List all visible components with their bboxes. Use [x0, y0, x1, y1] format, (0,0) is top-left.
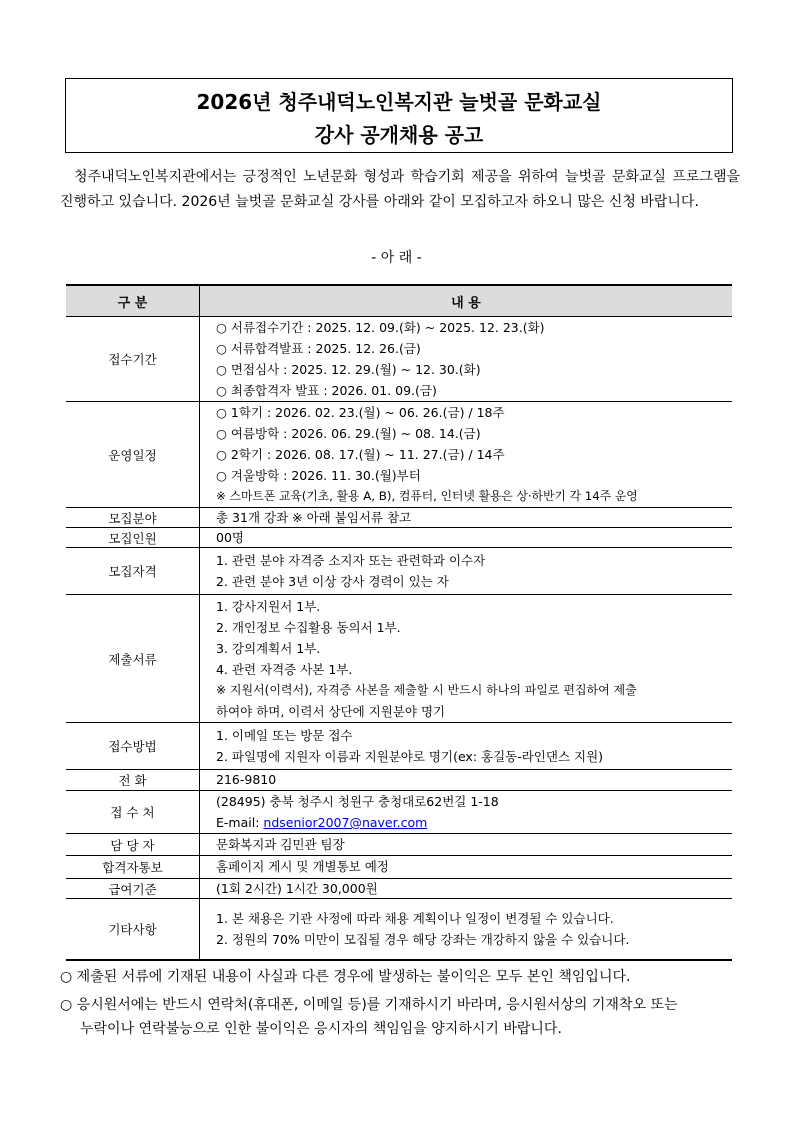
email-label: E-mail:	[216, 815, 264, 830]
row-content	[200, 595, 733, 723]
email-link[interactable]: ndsenior2007@naver.com	[263, 815, 428, 830]
content-line: (1회 2시간) 1시간 30,000원	[216, 881, 378, 896]
row-label: 급여기준	[66, 879, 200, 899]
recruitment-table	[66, 284, 732, 961]
table-row	[66, 856, 732, 879]
content-line: 총 31개 강좌 ※ 아래 붙임서류 참고	[216, 510, 412, 525]
row-label: 접수기간	[66, 317, 200, 402]
row-label: 모집분야	[66, 508, 200, 528]
row-label: 접수방법	[66, 723, 200, 770]
table-row	[66, 595, 732, 723]
row-label: 접 수 처	[66, 791, 200, 834]
row-label: 모집인원	[66, 528, 200, 548]
content-line: 2. 개인정보 수집활용 동의서 1부.	[216, 619, 401, 635]
row-label: 전 화	[66, 770, 200, 791]
content-line: ○ 겨울방학 : 2026. 11. 30.(월)부터	[216, 468, 421, 483]
table-row	[66, 402, 732, 508]
row-content	[200, 791, 733, 834]
row-content	[200, 723, 733, 770]
content-line: ○ 서류접수기간 : 2025. 12. 09.(화) ~ 2025. 12. 23.(화)	[216, 320, 545, 335]
content-line: ○ 2학기 : 2026. 08. 17.(월) ~ 11. 27.(금) / 14주	[216, 447, 505, 462]
table-row	[66, 879, 732, 899]
page-title: 2026년 청주내덕노인복지관 늘벗골 문화교실	[196, 90, 602, 114]
note-item	[60, 965, 750, 989]
row-content	[200, 528, 733, 548]
content-line: 1. 본 채용은 기관 사정에 따라 채용 계획이나 일정이 변경될 수 있습니다.	[216, 910, 614, 926]
row-content	[200, 834, 733, 856]
content-line: 1. 강사지원서 1부.	[216, 598, 321, 614]
row-content	[200, 770, 733, 791]
row-label: 합격자통보	[66, 856, 200, 879]
row-label: 담 당 자	[66, 834, 200, 856]
content-line: ○ 서류합격발표 : 2025. 12. 26.(금)	[216, 341, 421, 356]
row-content	[200, 317, 733, 402]
content-line: 문화복지과 김민관 팀장	[216, 837, 345, 852]
table-row	[66, 508, 732, 528]
row-label: 제출서류	[66, 595, 200, 723]
row-content	[200, 402, 733, 508]
content-line: 3. 강의계획서 1부.	[216, 640, 321, 656]
row-label: 모집자격	[66, 548, 200, 595]
email-line	[216, 812, 732, 833]
content-line: ※ 지원서(이력서), 자격증 사본을 제출할 시 반드시 하나의 파일로 편집하여 제출	[216, 682, 637, 697]
row-content	[200, 508, 733, 528]
content-line: 홈페이지 게시 및 개별통보 예정	[216, 859, 389, 874]
content-line: 2. 파일명에 지원자 이름과 지원분야로 명기(ex: 홍길동-라인댄스 지원)	[216, 749, 604, 764]
content-line: ※ 스마트폰 교육(기초, 활용 A, B), 컴퓨터, 인터넷 활용은 상·하반기 각 14주 운영	[216, 489, 638, 503]
table-header-row	[66, 285, 732, 317]
note-item	[60, 993, 750, 1041]
content-line: ○ 최종합격자 발표 : 2026. 01. 09.(금)	[216, 383, 437, 398]
content-line: 1. 관련 분야 자격증 소지자 또는 관련학과 이수자	[216, 553, 486, 568]
table-row	[66, 723, 732, 770]
content-line: 216-9810	[216, 772, 277, 787]
note-line: ○ 제출된 서류에 기재된 내용이 사실과 다른 경우에 발생하는 불이익은 모두 본인 책임입니다.	[60, 969, 631, 985]
content-line: ○ 여름방학 : 2026. 06. 29.(월) ~ 08. 14.(금)	[216, 426, 481, 441]
address-line: (28495) 충북 청주시 청원구 충청대로62번길 1-18	[216, 794, 499, 809]
header-content: 내 용	[200, 285, 733, 317]
table-row	[66, 548, 732, 595]
intro-paragraph: 청주내덕노인복지관에서는 긍정적인 노년문화 형성과 학습기회 제공을 위하여 늘벗골 문화교실 프로그램을 진행하고 있습니다. 2026년 늘벗골 문화교실 강사를 아래와 같이 모집하고자 하오니 많은 신청 바랍니다.	[60, 169, 740, 210]
row-label: 기타사항	[66, 899, 200, 960]
content-line: ○ 1학기 : 2026. 02. 23.(월) ~ 06. 26.(금) / 18주	[216, 405, 505, 420]
header-category: 구 분	[66, 285, 200, 317]
page-subtitle: 강사 공개채용 공고	[314, 123, 484, 147]
content-line: ○ 면접심사 : 2025. 12. 29.(월) ~ 12. 30.(화)	[216, 362, 481, 377]
row-content	[200, 879, 733, 899]
table-row	[66, 899, 732, 960]
note-line: 누락이나 연락불능으로 인한 불이익은 응시자의 책임임을 양지하시기 바랍니다.	[80, 1021, 562, 1037]
content-line: 2. 정원의 70% 미만이 모집될 경우 해당 강좌는 개강하지 않을 수 있습니다.	[216, 931, 630, 947]
table-row	[66, 317, 732, 402]
note-line: ○ 응시원서에는 반드시 연락처(휴대폰, 이메일 등)를 기재하시기 바라며, 응시원서상의 기재착오 또는	[60, 997, 678, 1013]
content-line: 4. 관련 자격증 사본 1부.	[216, 661, 353, 677]
content-line: 1. 이메일 또는 방문 접수	[216, 728, 353, 743]
content-line: 하여야 하며, 이력서 상단에 지원분야 명기	[216, 703, 446, 719]
table-row	[66, 770, 732, 791]
row-content	[200, 856, 733, 879]
notes-section	[60, 965, 750, 1045]
table-row	[66, 528, 732, 548]
content-line: 2. 관련 분야 3년 이상 강사 경력이 있는 자	[216, 574, 449, 589]
content-line: 00명	[216, 530, 244, 545]
row-label: 운영일정	[66, 402, 200, 508]
title-box	[65, 78, 733, 153]
row-content	[200, 899, 733, 960]
table-row	[66, 791, 732, 834]
ah-label: - 아 래 -	[371, 250, 422, 266]
row-content	[200, 548, 733, 595]
table-row	[66, 834, 732, 856]
